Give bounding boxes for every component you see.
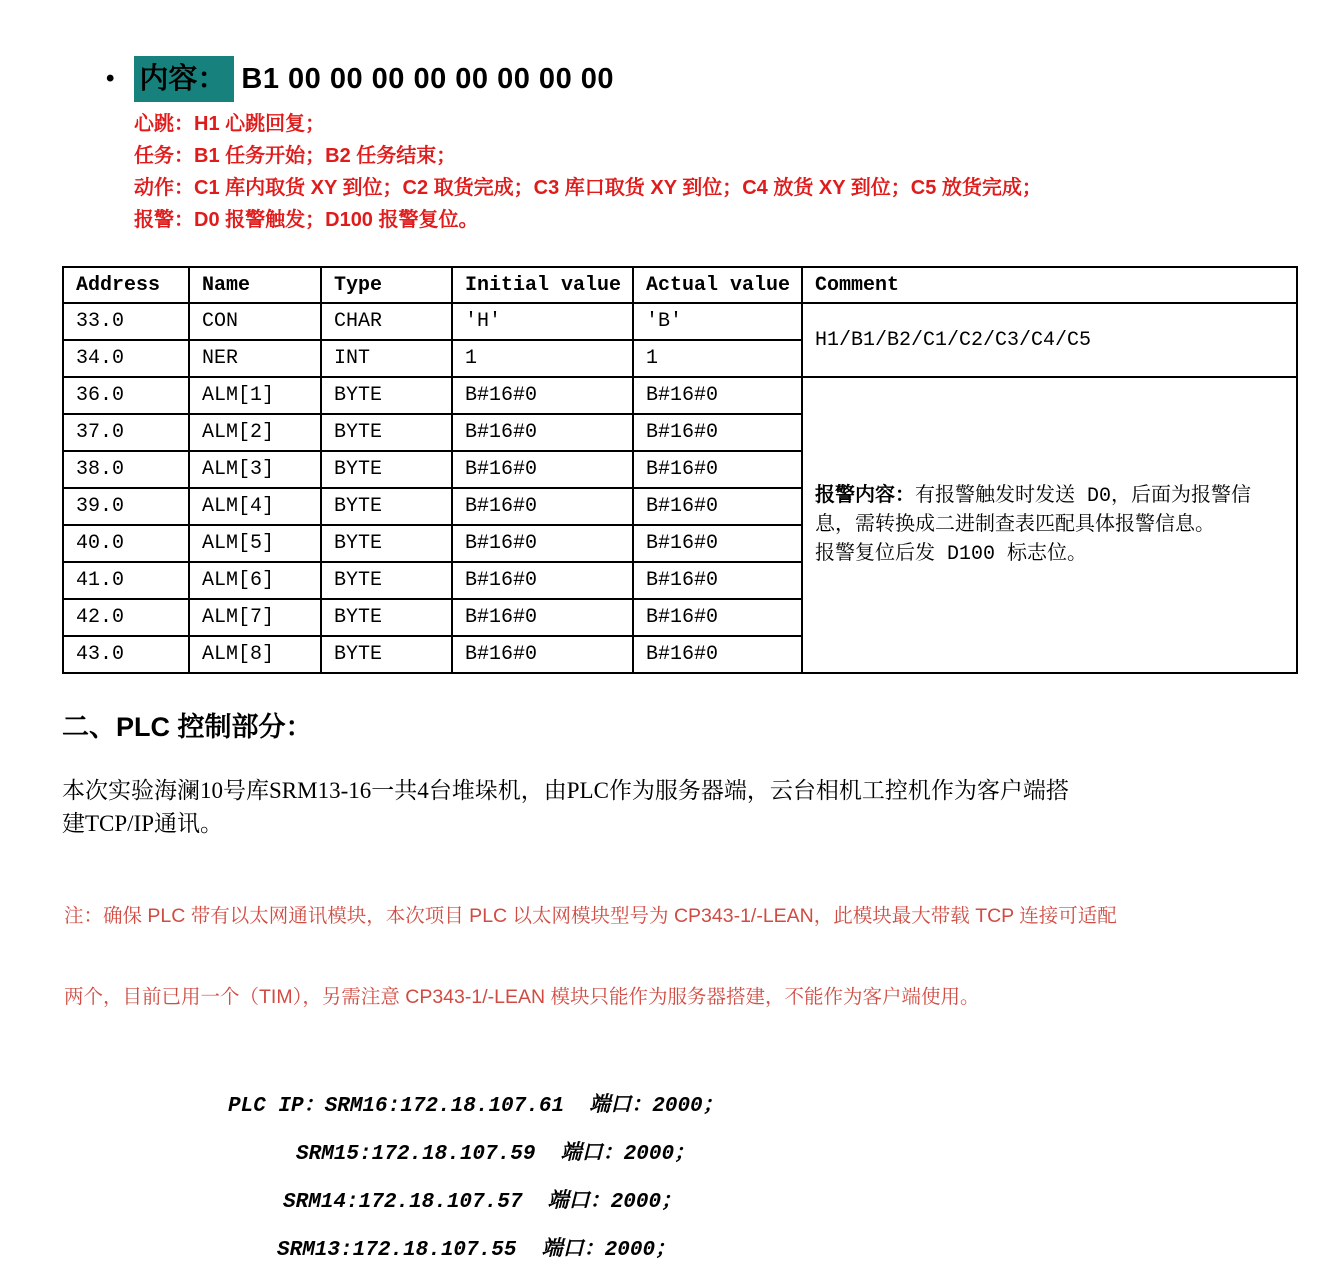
cell-initial: B#16#0 [452, 488, 633, 525]
col-header-initial: Initial value [452, 267, 633, 303]
col-header-address: Address [63, 267, 189, 303]
alarm-comment-line3: 报警复位后发 D100 标志位。 [815, 542, 1088, 566]
cell-name: NER [189, 340, 321, 377]
cell-initial: 'H' [452, 303, 633, 340]
cell-address: 33.0 [63, 303, 189, 340]
note-line: 注：确保 PLC 带有以太网通讯模块，本次项目 PLC 以太网模块型号为 CP343-1/-LEAN，此模块最大带载 TCP 连接可适配 [64, 905, 1117, 927]
content-hex-value: B1 00 00 00 00 00 00 00 00 [241, 63, 615, 95]
table-header-row [63, 267, 1297, 303]
cell-name: ALM[1] [189, 377, 321, 414]
cell-type: BYTE [321, 599, 452, 636]
cell-address: 40.0 [63, 525, 189, 562]
cell-name: ALM[5] [189, 525, 321, 562]
alarm-comment-line1: 有报警触发时发送 D0，后面为报警信 [915, 484, 1252, 508]
cell-name: ALM[2] [189, 414, 321, 451]
cell-actual: B#16#0 [633, 562, 802, 599]
cell-type: BYTE [321, 377, 452, 414]
cell-initial: B#16#0 [452, 377, 633, 414]
red-note [64, 849, 1344, 1065]
cell-type: BYTE [321, 488, 452, 525]
paragraph-line: 本次实验海澜10号库SRM13-16一共4台堆垛机，由PLC作为服务器端，云台相机工控机作为客户端搭 [62, 778, 1069, 803]
alarm-line: 报警：D0 报警触发；D100 报警复位。 [134, 209, 479, 231]
plc-ip-srm14: SRM14:172.18.107.57 端口：2000； [283, 1191, 683, 1214]
table-row [63, 303, 1297, 340]
cell-type: BYTE [321, 636, 452, 673]
cell-address: 41.0 [63, 562, 189, 599]
cell-initial: B#16#0 [452, 414, 633, 451]
cell-actual: B#16#0 [633, 377, 802, 414]
cell-address: 43.0 [63, 636, 189, 673]
cell-type: BYTE [321, 451, 452, 488]
task-line: 任务：B1 任务开始；B2 任务结束； [134, 145, 457, 167]
protocol-detail-lines [134, 108, 1344, 236]
content-bullet-line [106, 56, 1344, 102]
cell-initial: B#16#0 [452, 451, 633, 488]
col-header-type: Type [321, 267, 452, 303]
cell-address: 38.0 [63, 451, 189, 488]
cell-actual: B#16#0 [633, 525, 802, 562]
cell-name: ALM[3] [189, 451, 321, 488]
col-header-name: Name [189, 267, 321, 303]
cell-type: BYTE [321, 525, 452, 562]
cell-actual: 1 [633, 340, 802, 377]
content-label-highlighted: 内容： [134, 56, 234, 102]
cell-name: ALM[7] [189, 599, 321, 636]
cell-type: BYTE [321, 562, 452, 599]
action-line: 动作：C1 库内取货 XY 到位；C2 取货完成；C3 库口取货 XY 到位；C4 放货 XY 到位；C5 放货完成； [134, 177, 1042, 199]
cell-address: 36.0 [63, 377, 189, 414]
cell-actual: B#16#0 [633, 451, 802, 488]
cell-actual: B#16#0 [633, 599, 802, 636]
cell-address: 37.0 [63, 414, 189, 451]
paragraph-line: 建TCP/IP通讯。 [62, 811, 224, 836]
plc-ip-srm15: SRM15:172.18.107.59 端口：2000； [296, 1143, 696, 1166]
col-header-actual: Actual value [633, 267, 802, 303]
cell-initial: 1 [452, 340, 633, 377]
cell-actual: B#16#0 [633, 414, 802, 451]
cell-name: ALM[6] [189, 562, 321, 599]
note-line: 两个，目前已用一个（TIM），另需注意 CP343-1/-LEAN 模块只能作为服务器搭建，不能作为客户端使用。 [64, 986, 980, 1008]
cell-type: INT [321, 340, 452, 377]
document-page [0, 56, 1344, 1262]
heartbeat-line: 心跳：H1 心跳回复； [134, 113, 326, 135]
cell-address: 39.0 [63, 488, 189, 525]
comment-alarm [802, 377, 1297, 673]
cell-address: 42.0 [63, 599, 189, 636]
cell-initial: B#16#0 [452, 599, 633, 636]
alarm-comment-line2: 息，需转换成二进制查表匹配具体报警信息。 [815, 513, 1215, 537]
cell-name: CON [189, 303, 321, 340]
cell-initial: B#16#0 [452, 636, 633, 673]
plc-ip-list [0, 1092, 1344, 1284]
table-row [63, 377, 1297, 414]
cell-initial: B#16#0 [452, 525, 633, 562]
plc-ip-srm16: PLC IP：SRM16:172.18.107.61 端口：2000； [228, 1095, 724, 1118]
cell-actual: 'B' [633, 303, 802, 340]
body-paragraph [62, 774, 1344, 840]
bullet-icon: • [106, 65, 115, 92]
cell-actual: B#16#0 [633, 636, 802, 673]
cell-type: CHAR [321, 303, 452, 340]
comment-con-ner: H1/B1/B2/C1/C2/C3/C4/C5 [802, 303, 1297, 377]
cell-name: ALM[8] [189, 636, 321, 673]
alarm-comment-bold: 报警内容： [815, 484, 915, 508]
section-heading-plc-control: 二、PLC 控制部分： [62, 712, 313, 742]
cell-type: BYTE [321, 414, 452, 451]
plc-ip-srm13: SRM13:172.18.107.55 端口：2000； [277, 1239, 677, 1262]
cell-address: 34.0 [63, 340, 189, 377]
col-header-comment: Comment [802, 267, 1297, 303]
cell-name: ALM[4] [189, 488, 321, 525]
cell-initial: B#16#0 [452, 562, 633, 599]
plc-variable-table [62, 266, 1298, 674]
cell-actual: B#16#0 [633, 488, 802, 525]
